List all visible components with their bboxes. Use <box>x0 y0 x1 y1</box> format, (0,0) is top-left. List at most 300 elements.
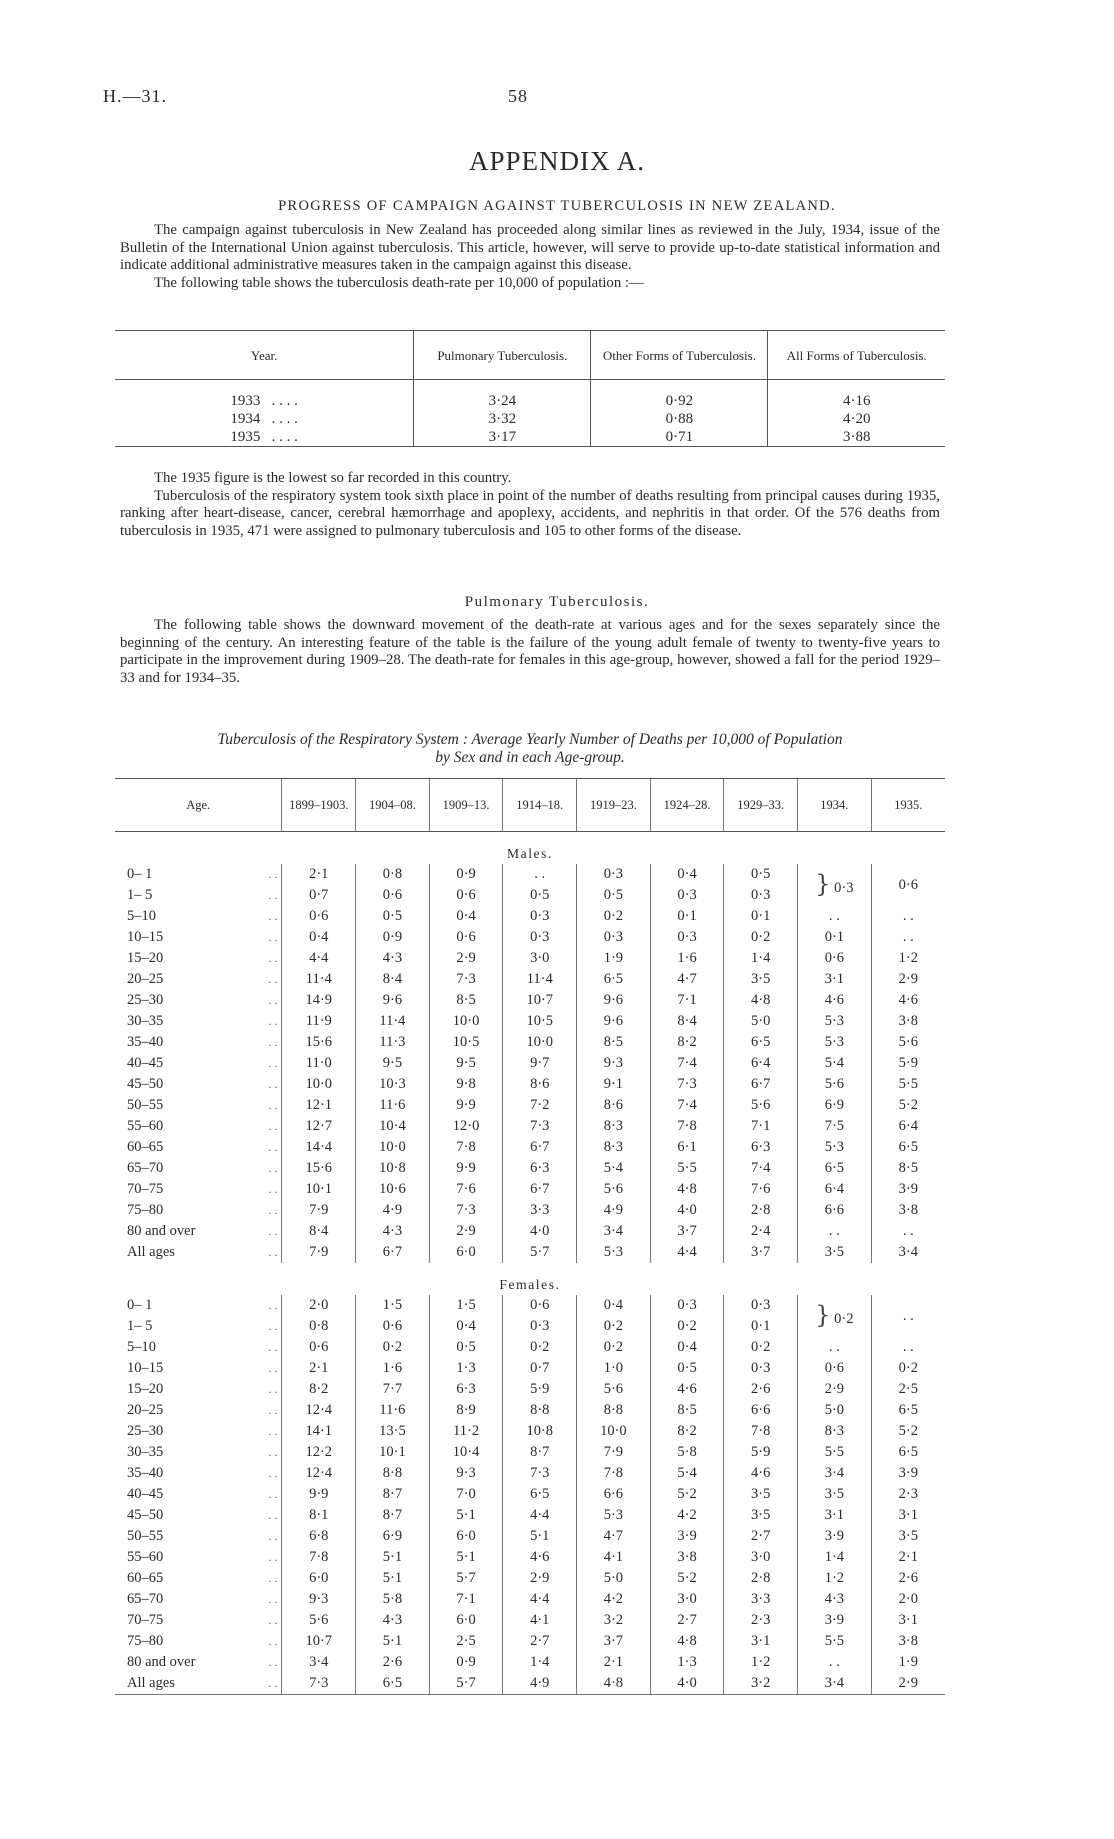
table-row <box>115 1358 945 1379</box>
value-cell-1919: 0·5 <box>577 885 651 906</box>
leader-dots: . . <box>268 1056 278 1070</box>
value-cell-1914: 0·7 <box>503 1358 577 1379</box>
death-rate-table <box>115 330 945 480</box>
value-cell-1914: 0·5 <box>503 885 577 906</box>
value-cell-1909: 2·9 <box>429 1221 503 1242</box>
ranking-paragraph: Tuberculosis of the respiratory system took sixth place in point of the number of deaths resulting from principal causes during 1935, ranking after heart-disease, cancer, cerebral hæmorrhage and apoplexy, accidents, and nephritis in that order. Of the 576 deaths from tuberculosis in 1935, 471 were assigned to pulmonary tuberculosis and 105 to other forms of the disease. <box>120 487 940 539</box>
value-cell-1909: 6·0 <box>429 1526 503 1547</box>
value-cell-1899: 15·6 <box>282 1158 356 1179</box>
value-cell-1899: 12·7 <box>282 1116 356 1137</box>
value-cell-1935: 6·5 <box>871 1442 945 1463</box>
value-cell-1914: 6·5 <box>503 1484 577 1505</box>
table-row <box>115 1379 945 1400</box>
value-cell-1924: 5·8 <box>650 1442 724 1463</box>
value-cell-1914: 4·9 <box>503 1673 577 1695</box>
value-cell-1899: 11·9 <box>282 1011 356 1032</box>
value-cell-1909: 9·8 <box>429 1074 503 1095</box>
pulmonary-paragraph-text: The following table shows the downward movement of the death-rate at various ages and for the sexes separately since the beginning of the century. An interesting feature of the table is the failure of the young adult female of twenty to twenty-five years to participate in the improvement during 1909–28. The death-rate for females in this age-group, however, showed a fall for the period 1929–33 and for 1934–35. <box>120 617 940 686</box>
value-cell-1934: . . <box>798 906 872 927</box>
value-cell-1909: 0·6 <box>429 927 503 948</box>
table-row <box>115 1526 945 1547</box>
value-cell-1899: 10·7 <box>282 1631 356 1652</box>
value-cell-1929: 3·1 <box>724 1631 798 1652</box>
value-cell-1924: 0·4 <box>650 1337 724 1358</box>
value-cell-1924: 3·9 <box>650 1526 724 1547</box>
value-cell-1914: 6·3 <box>503 1158 577 1179</box>
value-cell-1909: 0·4 <box>429 906 503 927</box>
age-table-caption <box>115 731 945 767</box>
col-header-1935: 1935. <box>871 779 945 832</box>
value-cell-1904: 4·3 <box>356 1610 430 1631</box>
age-cell: 45–50 <box>127 1507 164 1523</box>
value-cell-1919: 1·9 <box>577 948 651 969</box>
value-cell-1914: 9·7 <box>503 1053 577 1074</box>
value-cell-1909: 7·8 <box>429 1137 503 1158</box>
value-cell-1899: 10·0 <box>282 1074 356 1095</box>
value-cell-1935: 4·6 <box>871 990 945 1011</box>
value-cell-1929: 5·9 <box>724 1442 798 1463</box>
value-cell-1919: 8·6 <box>577 1095 651 1116</box>
value-cell-1909: 0·9 <box>429 1652 503 1673</box>
table-row <box>115 1074 945 1095</box>
value-cell-1935: 2·3 <box>871 1484 945 1505</box>
all-forms-cell: 4·16 <box>768 380 945 411</box>
value-cell-1904: 0·8 <box>356 864 430 885</box>
value-cell-1929: 6·5 <box>724 1032 798 1053</box>
value-cell-1929: 2·8 <box>724 1200 798 1221</box>
table-row <box>115 1158 945 1179</box>
value-cell-1904: 9·6 <box>356 990 430 1011</box>
value-cell-1929: 3·3 <box>724 1589 798 1610</box>
value-cell-1904: 10·6 <box>356 1179 430 1200</box>
value-cell-1929: 7·8 <box>724 1421 798 1442</box>
leader-dots: . . <box>268 1161 278 1175</box>
value-cell-1935: 3·1 <box>871 1505 945 1526</box>
value-cell-1899: 7·3 <box>282 1673 356 1695</box>
value-cell-1909: 10·0 <box>429 1011 503 1032</box>
value-cell-1904: 7·7 <box>356 1379 430 1400</box>
leader-dots: . . <box>268 1445 278 1459</box>
value-cell-1934: 6·5 <box>798 1158 872 1179</box>
value-cell-1899: 0·7 <box>282 885 356 906</box>
value-cell-1934: 1·2 <box>798 1568 872 1589</box>
value-cell-1935: 3·9 <box>871 1179 945 1200</box>
value-cell-1919: 5·6 <box>577 1179 651 1200</box>
age-cell: 40–45 <box>127 1055 164 1071</box>
all-forms-cell: 4·20 <box>768 410 945 428</box>
value-cell-1909: 1·3 <box>429 1358 503 1379</box>
value-cell-1935: . . <box>871 906 945 927</box>
value-cell-1934: 8·3 <box>798 1421 872 1442</box>
value-cell-1899: 8·1 <box>282 1505 356 1526</box>
col-header-1919: 1919–23. <box>577 779 651 832</box>
leader-dots: . . <box>268 1487 278 1501</box>
value-cell-1934: 5·3 <box>798 1011 872 1032</box>
value-cell-1899: 12·1 <box>282 1095 356 1116</box>
value-cell-1919: 8·3 <box>577 1116 651 1137</box>
value-cell-1934: 3·9 <box>798 1610 872 1631</box>
leader-dots: . . <box>268 1655 278 1669</box>
value-cell-1899: 11·0 <box>282 1053 356 1074</box>
leader-dots: . . <box>268 1529 278 1543</box>
value-cell-1929: 2·3 <box>724 1610 798 1631</box>
leader-dots: . . <box>268 1014 278 1028</box>
value-cell-1904: 13·5 <box>356 1421 430 1442</box>
value-cell-1909: 5·1 <box>429 1547 503 1568</box>
value-cell-1899: 6·8 <box>282 1526 356 1547</box>
value-cell-1914: 7·3 <box>503 1116 577 1137</box>
value-cell-1909: 12·0 <box>429 1116 503 1137</box>
value-cell-1919: 0·2 <box>577 1316 651 1337</box>
value-cell-1919: 8·5 <box>577 1032 651 1053</box>
value-cell-1929: 6·6 <box>724 1400 798 1421</box>
leader-dots: . . <box>268 1403 278 1417</box>
age-table-body <box>115 832 945 1695</box>
table-row <box>115 1011 945 1032</box>
table-row <box>115 1221 945 1242</box>
value-cell-1929: 3·5 <box>724 1505 798 1526</box>
value-cell-1909: 1·5 <box>429 1295 503 1316</box>
document-reference: H.—31. <box>103 86 167 106</box>
brace-icon: } <box>815 869 831 898</box>
value-cell-1934: 5·6 <box>798 1074 872 1095</box>
value-cell-1929: 0·3 <box>724 1358 798 1379</box>
value-cell-1909: 6·0 <box>429 1242 503 1263</box>
value-cell-1929: 4·8 <box>724 990 798 1011</box>
value-cell-1899: 0·6 <box>282 906 356 927</box>
age-cell: 35–40 <box>127 1034 164 1050</box>
year-cell: 1934 . . . . <box>230 410 298 427</box>
table-row <box>115 1652 945 1673</box>
value-cell-1909: 2·9 <box>429 948 503 969</box>
value-cell-1929: 3·0 <box>724 1547 798 1568</box>
value-cell-1904: 0·9 <box>356 927 430 948</box>
value-cell-1929: 6·3 <box>724 1137 798 1158</box>
intro-paragraph-2: The following table shows the tuberculosis death-rate per 10,000 of population :— <box>154 274 644 291</box>
value-cell-1899: 7·9 <box>282 1200 356 1221</box>
value-cell-1934: . . <box>798 1221 872 1242</box>
table-row <box>115 1631 945 1652</box>
males-section-row <box>115 832 945 865</box>
leader-dots: . . <box>268 1245 278 1259</box>
other-forms-cell: 0·71 <box>591 428 768 447</box>
age-group-table <box>115 778 945 1695</box>
value-cell-1934: . . <box>798 1337 872 1358</box>
value-cell-1934: 6·6 <box>798 1200 872 1221</box>
value-cell-1934: 7·5 <box>798 1116 872 1137</box>
value-cell-1929: 5·6 <box>724 1095 798 1116</box>
value-cell-1935: 3·1 <box>871 1610 945 1631</box>
value-cell-1924: 0·1 <box>650 906 724 927</box>
leader-dots: . . <box>268 1035 278 1049</box>
table-row <box>115 906 945 927</box>
value-cell-1934: 5·5 <box>798 1442 872 1463</box>
value-cell-1935: 3·8 <box>871 1631 945 1652</box>
pulmonary-cell: 3·32 <box>414 410 591 428</box>
value-cell-1899: 8·4 <box>282 1221 356 1242</box>
value-cell-1935: . . <box>871 1221 945 1242</box>
value-cell-1929: 3·2 <box>724 1673 798 1695</box>
caption-line-2: by Sex and in each Age-group. <box>435 749 625 766</box>
value-cell-1929: 7·1 <box>724 1116 798 1137</box>
leader-dots: . . <box>268 930 278 944</box>
leader-dots: . . <box>268 1340 278 1354</box>
value-cell-1904: 4·3 <box>356 1221 430 1242</box>
value-cell-1935: 5·6 <box>871 1032 945 1053</box>
value-cell-1904: 11·6 <box>356 1095 430 1116</box>
value-cell-1904: 8·8 <box>356 1463 430 1484</box>
value-cell-1914: 10·5 <box>503 1011 577 1032</box>
age-cell: 20–25 <box>127 971 164 987</box>
table-row <box>115 1295 945 1316</box>
value-cell-1924: 8·2 <box>650 1032 724 1053</box>
col-header-1924: 1924–28. <box>650 779 724 832</box>
leader-dots: . . <box>268 1319 278 1333</box>
value-cell-1929: 2·8 <box>724 1568 798 1589</box>
value-cell-1909: 9·9 <box>429 1158 503 1179</box>
value-cell-1899: 8·2 <box>282 1379 356 1400</box>
value-cell-1919: 5·3 <box>577 1242 651 1263</box>
table-row <box>115 927 945 948</box>
leader-dots: . . <box>268 1634 278 1648</box>
other-forms-cell: 0·92 <box>591 380 768 411</box>
value-cell-1914: 4·6 <box>503 1547 577 1568</box>
value-cell-1914: . . <box>503 864 577 885</box>
value-cell-1935: 5·5 <box>871 1074 945 1095</box>
table-row <box>115 410 945 428</box>
value-cell-1919: 7·8 <box>577 1463 651 1484</box>
value-cell-1909: 10·5 <box>429 1032 503 1053</box>
value-cell-1899: 14·1 <box>282 1421 356 1442</box>
value-cell-1924: 8·5 <box>650 1400 724 1421</box>
value-cell-1914: 10·8 <box>503 1421 577 1442</box>
value-cell-1919: 4·7 <box>577 1526 651 1547</box>
age-cell: 1– 5 <box>127 1318 153 1334</box>
value-cell-1929: 3·7 <box>724 1242 798 1263</box>
value-cell-1929: 3·5 <box>724 1484 798 1505</box>
value-cell-1934: 4·6 <box>798 990 872 1011</box>
value-cell-1914: 2·7 <box>503 1631 577 1652</box>
value-cell-1929: 0·3 <box>724 1295 798 1316</box>
table-row <box>115 428 945 447</box>
value-cell-1899: 12·2 <box>282 1442 356 1463</box>
year-cell: 1933 . . . . <box>230 392 298 409</box>
value-cell-1929: 2·4 <box>724 1221 798 1242</box>
value-cell-1899: 7·8 <box>282 1547 356 1568</box>
value-cell-1909: 7·3 <box>429 1200 503 1221</box>
value-cell-1924: 0·3 <box>650 1295 724 1316</box>
value-cell-1935: 1·9 <box>871 1652 945 1673</box>
value-cell-1919: 3·7 <box>577 1631 651 1652</box>
age-cell: 60–65 <box>127 1570 164 1586</box>
value-cell-1914: 11·4 <box>503 969 577 990</box>
value-cell-1924: 4·4 <box>650 1242 724 1263</box>
value-cell-1934: 0·6 <box>798 948 872 969</box>
leader-dots: . . <box>268 1424 278 1438</box>
col-header-1934: 1934. <box>798 779 872 832</box>
value-cell-1914: 4·4 <box>503 1505 577 1526</box>
col-header-1929: 1929–33. <box>724 779 798 832</box>
pulmonary-heading: Pulmonary Tuberculosis. <box>464 594 650 610</box>
value-cell-1919: 9·6 <box>577 1011 651 1032</box>
value-cell-1934: 0·1 <box>798 927 872 948</box>
value-cell-1935: 2·0 <box>871 1589 945 1610</box>
value-cell-1914: 3·0 <box>503 948 577 969</box>
value-cell-1924: 7·8 <box>650 1116 724 1137</box>
value-cell-1924: 3·7 <box>650 1221 724 1242</box>
value-cell-1924: 5·5 <box>650 1158 724 1179</box>
value-cell-1929: 0·1 <box>724 906 798 927</box>
value-cell-1919: 0·3 <box>577 864 651 885</box>
value-cell-1935: . . <box>871 927 945 948</box>
females-section-row <box>115 1263 945 1295</box>
value-cell-1919: 4·1 <box>577 1547 651 1568</box>
table-row <box>115 1589 945 1610</box>
value-cell-1914: 10·0 <box>503 1032 577 1053</box>
age-cell: 10–15 <box>127 1360 164 1376</box>
age-cell: 0– 1 <box>127 1297 153 1313</box>
table-row <box>115 1673 945 1695</box>
value-cell-1919: 10·0 <box>577 1421 651 1442</box>
value-cell-1935: 5·2 <box>871 1095 945 1116</box>
value-cell-1924: 1·6 <box>650 948 724 969</box>
value-cell-1929: 6·7 <box>724 1074 798 1095</box>
value-cell-1904: 4·9 <box>356 1200 430 1221</box>
value-cell-1919: 0·2 <box>577 906 651 927</box>
value-cell-1924: 3·0 <box>650 1589 724 1610</box>
value-cell-1924: 7·4 <box>650 1095 724 1116</box>
leader-dots: . . <box>268 1098 278 1112</box>
value-cell-1919: 0·2 <box>577 1337 651 1358</box>
males-section-label: Males. <box>507 846 553 861</box>
value-cell-1914: 10·7 <box>503 990 577 1011</box>
value-cell-1909: 8·9 <box>429 1400 503 1421</box>
table-row <box>115 990 945 1011</box>
value-cell-1935: 2·6 <box>871 1568 945 1589</box>
value-cell-1904: 0·6 <box>356 1316 430 1337</box>
value-cell-1904: 5·8 <box>356 1589 430 1610</box>
value-cell-1929: 0·1 <box>724 1316 798 1337</box>
value-cell-1929: 0·5 <box>724 864 798 885</box>
value-cell-1904: 8·4 <box>356 969 430 990</box>
age-cell: 20–25 <box>127 1402 164 1418</box>
value-cell-1904: 10·0 <box>356 1137 430 1158</box>
value-cell-1909: 7·3 <box>429 969 503 990</box>
value-cell-1935: 6·4 <box>871 1116 945 1137</box>
value-cell-1904: 6·5 <box>356 1673 430 1695</box>
value-cell-1924: 4·2 <box>650 1505 724 1526</box>
age-cell: 65–70 <box>127 1591 164 1607</box>
merged-value-1934: 0·2 <box>834 1310 854 1327</box>
leader-dots: . . <box>268 1203 278 1217</box>
value-cell-1919: 5·6 <box>577 1379 651 1400</box>
age-cell: 45–50 <box>127 1076 164 1092</box>
value-cell-1904: 10·3 <box>356 1074 430 1095</box>
value-cell-1914: 7·2 <box>503 1095 577 1116</box>
value-cell-1929: 3·5 <box>724 969 798 990</box>
value-cell-1935: 2·9 <box>871 969 945 990</box>
value-cell-1904: 5·1 <box>356 1547 430 1568</box>
value-cell-1924: 1·3 <box>650 1652 724 1673</box>
value-cell-1914: 4·0 <box>503 1221 577 1242</box>
value-cell-1924: 5·4 <box>650 1463 724 1484</box>
table-row <box>115 1484 945 1505</box>
value-cell-1919: 6·6 <box>577 1484 651 1505</box>
year-cell: 1935 . . . . <box>115 428 414 447</box>
value-cell-1899: 7·9 <box>282 1242 356 1263</box>
col-header-all-forms: All Forms of Tuberculosis. <box>768 331 945 380</box>
value-cell-1914: 0·2 <box>503 1337 577 1358</box>
age-cell: All ages <box>115 1673 264 1695</box>
value-cell-1899: 14·4 <box>282 1137 356 1158</box>
leader-dots: . . <box>268 1466 278 1480</box>
value-cell-1929: 7·4 <box>724 1158 798 1179</box>
value-cell-1914: 8·7 <box>503 1442 577 1463</box>
pulmonary-paragraph <box>120 617 940 687</box>
value-cell-1909: 6·3 <box>429 1379 503 1400</box>
females-section-label: Females. <box>499 1277 561 1292</box>
leader-dots: . . <box>268 972 278 986</box>
age-cell: 25–30 <box>127 992 164 1008</box>
value-cell-1899: 11·4 <box>282 969 356 990</box>
value-cell-1914: 8·8 <box>503 1400 577 1421</box>
leader-dots: . . <box>268 951 278 965</box>
value-cell-1934: 0·6 <box>798 1358 872 1379</box>
col-header-other-forms: Other Forms of Tuberculosis. <box>591 331 768 380</box>
value-cell-1904: 1·5 <box>356 1295 430 1316</box>
age-cell: 70–75 <box>127 1181 164 1197</box>
table-row <box>115 1421 945 1442</box>
section-subtitle: PROGRESS OF CAMPAIGN AGAINST TUBERCULOSIS IN NEW ZEALAND. <box>278 198 836 214</box>
value-cell-1919: 8·3 <box>577 1137 651 1158</box>
value-cell-1904: 11·6 <box>356 1400 430 1421</box>
pulmonary-cell: 3·17 <box>414 428 591 447</box>
value-cell-1919: 4·9 <box>577 1200 651 1221</box>
age-cell: 15–20 <box>127 1381 164 1397</box>
value-cell-1919: 9·6 <box>577 990 651 1011</box>
value-cell-1919: 3·4 <box>577 1221 651 1242</box>
age-cell: 75–80 <box>127 1202 164 1218</box>
post-table-paragraphs <box>120 470 940 540</box>
table-row <box>115 1116 945 1137</box>
age-cell: 40–45 <box>127 1486 164 1502</box>
value-cell-1904: 10·4 <box>356 1116 430 1137</box>
value-cell-1904: 0·6 <box>356 885 430 906</box>
value-cell-1924: 2·7 <box>650 1610 724 1631</box>
age-cell: 50–55 <box>127 1528 164 1544</box>
leader-dots: . . <box>268 1224 278 1238</box>
value-cell-1929: 0·2 <box>724 927 798 948</box>
value-cell-1909: 6·0 <box>429 1610 503 1631</box>
table-row <box>115 1137 945 1158</box>
leader-dots: . . <box>268 909 278 923</box>
age-cell: 65–70 <box>127 1160 164 1176</box>
value-cell-1899: 5·6 <box>282 1610 356 1631</box>
col-header-1904: 1904–08. <box>356 779 430 832</box>
value-cell-1934: 3·4 <box>798 1463 872 1484</box>
value-cell-1904: 9·5 <box>356 1053 430 1074</box>
value-cell-1909: 5·7 <box>429 1568 503 1589</box>
value-cell-1929: 2·7 <box>724 1526 798 1547</box>
age-cell: 5–10 <box>127 908 156 924</box>
value-cell-1929: 1·4 <box>724 948 798 969</box>
all-forms-cell: 3·88 <box>768 428 945 447</box>
value-cell-1935: 3·4 <box>871 1242 945 1263</box>
value-cell-1914: 6·7 <box>503 1179 577 1200</box>
value-cell-1924: 6·1 <box>650 1137 724 1158</box>
merged-value-1934: 0·3 <box>834 879 854 896</box>
value-cell-1934: 5·0 <box>798 1400 872 1421</box>
